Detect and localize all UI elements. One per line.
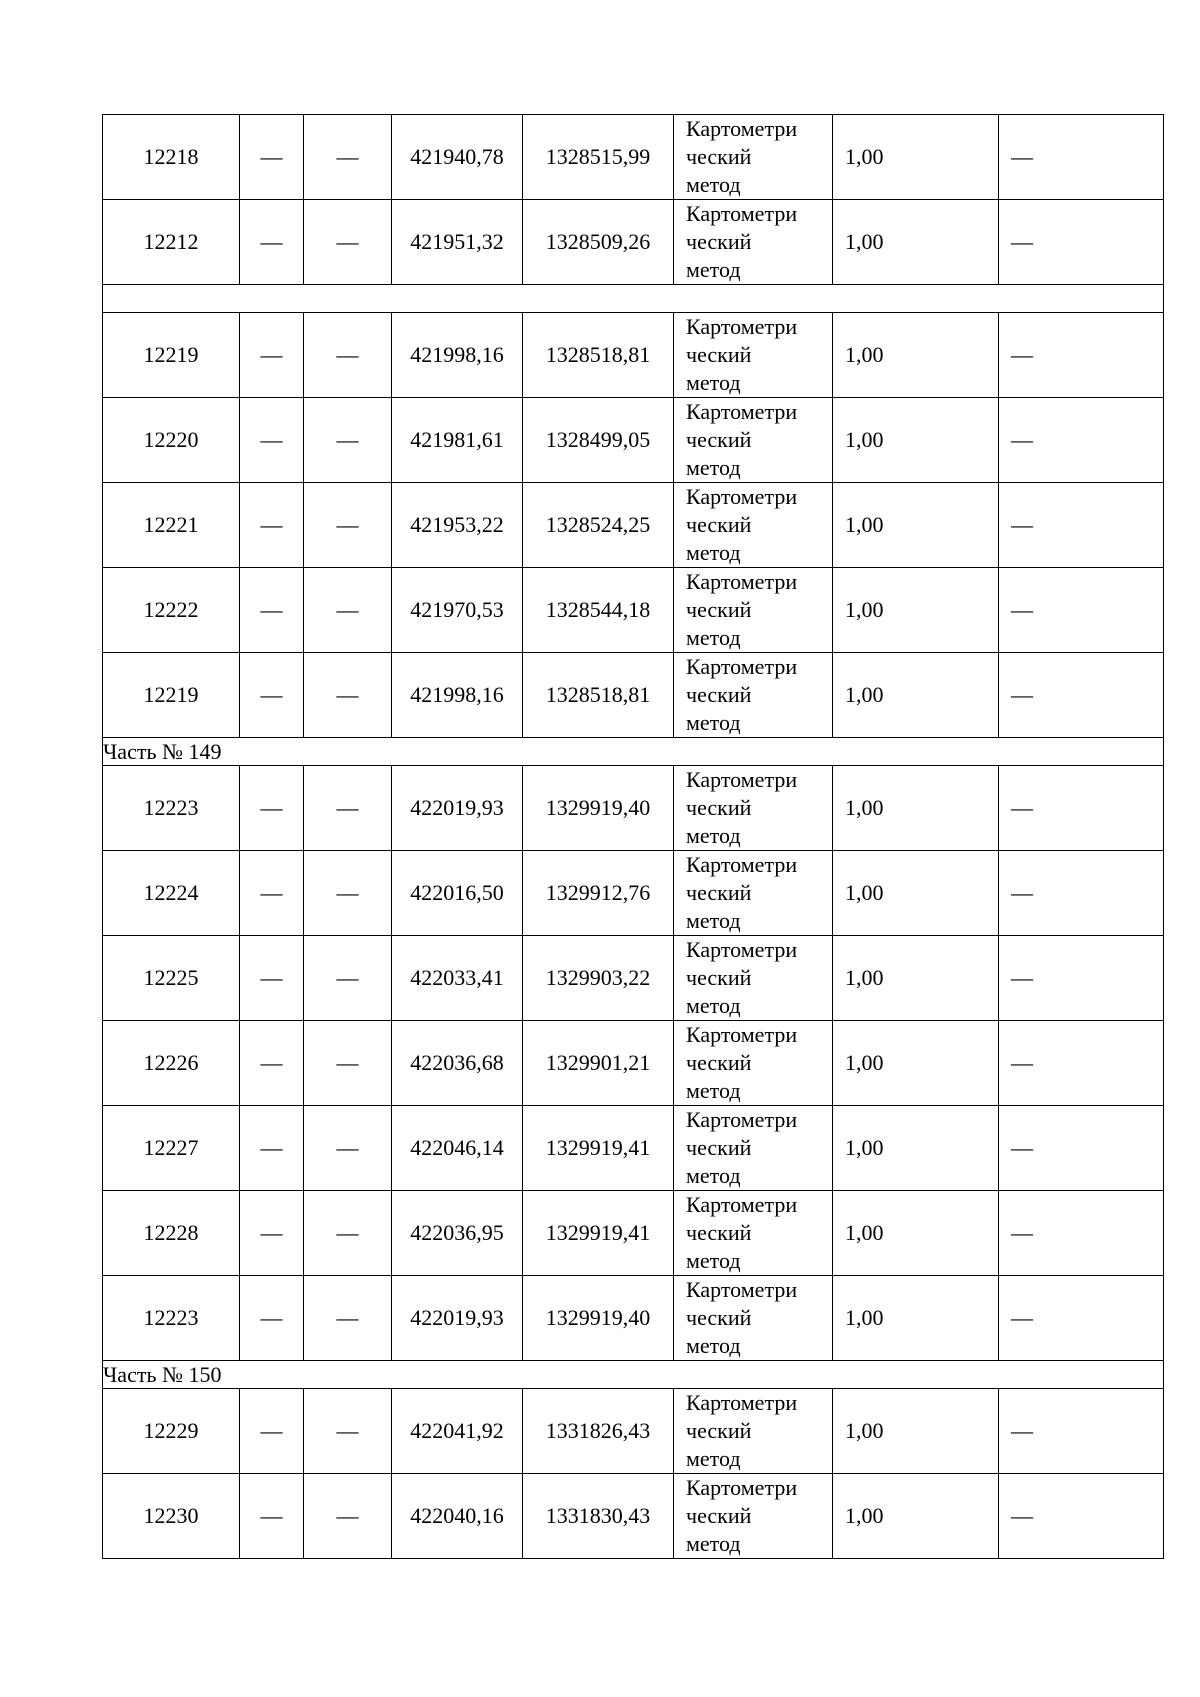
- method-line: ческий: [686, 144, 752, 169]
- method-line: ческий: [686, 1418, 752, 1443]
- accuracy-cell: 1,00: [833, 568, 999, 653]
- point-number-cell: 12219: [103, 313, 240, 398]
- x-coordinate-cell: 422019,93: [392, 766, 523, 851]
- x-coordinate-cell: 422019,93: [392, 1276, 523, 1361]
- table-row: [103, 568, 1164, 653]
- accuracy-cell: 1,00: [833, 1021, 999, 1106]
- accuracy-cell: 1,00: [833, 200, 999, 285]
- table-body: [103, 115, 1164, 1559]
- table-row: [103, 200, 1164, 285]
- method-cell: [674, 936, 833, 1021]
- method-line: ческий: [686, 597, 752, 622]
- empty-value-cell: —: [240, 483, 304, 568]
- method-line: Картометри: [686, 937, 798, 962]
- point-number-cell: 12220: [103, 398, 240, 483]
- method-line: метод: [686, 710, 741, 735]
- method-line: метод: [686, 1446, 741, 1471]
- accuracy-cell: 1,00: [833, 483, 999, 568]
- y-coordinate-cell: 1329912,76: [523, 851, 674, 936]
- empty-value-cell: —: [304, 1191, 392, 1276]
- empty-value-cell: —: [304, 483, 392, 568]
- y-coordinate-cell: 1329901,21: [523, 1021, 674, 1106]
- table-row: [103, 398, 1164, 483]
- method-line: ческий: [686, 880, 752, 905]
- table-row: [103, 653, 1164, 738]
- empty-value-cell: —: [240, 1474, 304, 1559]
- method-line: Картометри: [686, 1192, 798, 1217]
- empty-value-cell: —: [240, 851, 304, 936]
- empty-value-cell: —: [304, 766, 392, 851]
- description-cell: —: [999, 851, 1164, 936]
- y-coordinate-cell: 1329919,41: [523, 1106, 674, 1191]
- description-cell: —: [999, 1474, 1164, 1559]
- description-cell: —: [999, 1021, 1164, 1106]
- x-coordinate-cell: 422036,68: [392, 1021, 523, 1106]
- method-line: Картометри: [686, 1390, 798, 1415]
- method-line: Картометри: [686, 116, 798, 141]
- table-row: [103, 483, 1164, 568]
- method-line: ческий: [686, 795, 752, 820]
- empty-value-cell: —: [240, 115, 304, 200]
- method-line: метод: [686, 1333, 741, 1358]
- y-coordinate-cell: 1328518,81: [523, 653, 674, 738]
- point-number-cell: 12219: [103, 653, 240, 738]
- method-line: ческий: [686, 512, 752, 537]
- point-number-cell: 12224: [103, 851, 240, 936]
- method-cell: [674, 115, 833, 200]
- description-cell: —: [999, 115, 1164, 200]
- empty-value-cell: —: [240, 1276, 304, 1361]
- table-row: [103, 115, 1164, 200]
- section-header-row: [103, 1361, 1164, 1389]
- method-line: ческий: [686, 427, 752, 452]
- method-cell: [674, 766, 833, 851]
- accuracy-cell: 1,00: [833, 1191, 999, 1276]
- point-number-cell: 12228: [103, 1191, 240, 1276]
- method-cell: [674, 1474, 833, 1559]
- table-row: [103, 1276, 1164, 1361]
- method-line: метод: [686, 1248, 741, 1273]
- empty-value-cell: —: [240, 766, 304, 851]
- method-line: Картометри: [686, 852, 798, 877]
- method-line: метод: [686, 1078, 741, 1103]
- method-line: ческий: [686, 229, 752, 254]
- empty-value-cell: —: [304, 1474, 392, 1559]
- empty-value-cell: —: [240, 398, 304, 483]
- accuracy-cell: 1,00: [833, 766, 999, 851]
- method-line: метод: [686, 993, 741, 1018]
- method-line: Картометри: [686, 314, 798, 339]
- empty-value-cell: —: [240, 313, 304, 398]
- x-coordinate-cell: 422036,95: [392, 1191, 523, 1276]
- point-number-cell: 12223: [103, 1276, 240, 1361]
- empty-value-cell: —: [304, 1389, 392, 1474]
- accuracy-cell: 1,00: [833, 1389, 999, 1474]
- method-line: ческий: [686, 1050, 752, 1075]
- y-coordinate-cell: 1331826,43: [523, 1389, 674, 1474]
- description-cell: —: [999, 1106, 1164, 1191]
- point-number-cell: 12222: [103, 568, 240, 653]
- method-line: метод: [686, 540, 741, 565]
- y-coordinate-cell: 1329903,22: [523, 936, 674, 1021]
- method-line: ческий: [686, 682, 752, 707]
- section-label: [103, 285, 1164, 313]
- x-coordinate-cell: 421940,78: [392, 115, 523, 200]
- empty-value-cell: —: [240, 1021, 304, 1106]
- empty-value-cell: —: [304, 851, 392, 936]
- method-line: Картометри: [686, 1022, 798, 1047]
- section-label: Часть № 150: [103, 1361, 1164, 1389]
- table-row: [103, 1021, 1164, 1106]
- method-line: Картометри: [686, 654, 798, 679]
- section-header-row: [103, 285, 1164, 313]
- accuracy-cell: 1,00: [833, 1106, 999, 1191]
- method-line: Картометри: [686, 1277, 798, 1302]
- method-line: Картометри: [686, 399, 798, 424]
- method-line: Картометри: [686, 201, 798, 226]
- empty-value-cell: —: [240, 1389, 304, 1474]
- method-line: ческий: [686, 1135, 752, 1160]
- method-cell: [674, 1276, 833, 1361]
- method-cell: [674, 200, 833, 285]
- empty-value-cell: —: [240, 1106, 304, 1191]
- point-number-cell: 12223: [103, 766, 240, 851]
- method-cell: [674, 483, 833, 568]
- x-coordinate-cell: 421951,32: [392, 200, 523, 285]
- y-coordinate-cell: 1328509,26: [523, 200, 674, 285]
- empty-value-cell: —: [240, 200, 304, 285]
- method-line: метод: [686, 370, 741, 395]
- y-coordinate-cell: 1329919,41: [523, 1191, 674, 1276]
- empty-value-cell: —: [304, 398, 392, 483]
- method-cell: [674, 568, 833, 653]
- x-coordinate-cell: 422046,14: [392, 1106, 523, 1191]
- table-row: [103, 1106, 1164, 1191]
- empty-value-cell: —: [240, 936, 304, 1021]
- description-cell: —: [999, 1191, 1164, 1276]
- x-coordinate-cell: 421970,53: [392, 568, 523, 653]
- accuracy-cell: 1,00: [833, 936, 999, 1021]
- y-coordinate-cell: 1328499,05: [523, 398, 674, 483]
- accuracy-cell: 1,00: [833, 851, 999, 936]
- empty-value-cell: —: [240, 653, 304, 738]
- x-coordinate-cell: 422040,16: [392, 1474, 523, 1559]
- method-line: Картометри: [686, 484, 798, 509]
- empty-value-cell: —: [304, 200, 392, 285]
- table-row: [103, 851, 1164, 936]
- method-cell: [674, 1389, 833, 1474]
- method-line: ческий: [686, 1503, 752, 1528]
- description-cell: —: [999, 936, 1164, 1021]
- y-coordinate-cell: 1329919,40: [523, 766, 674, 851]
- y-coordinate-cell: 1328515,99: [523, 115, 674, 200]
- accuracy-cell: 1,00: [833, 653, 999, 738]
- method-line: метод: [686, 1163, 741, 1188]
- x-coordinate-cell: 422033,41: [392, 936, 523, 1021]
- x-coordinate-cell: 421981,61: [392, 398, 523, 483]
- method-line: метод: [686, 625, 741, 650]
- table-row: [103, 766, 1164, 851]
- table-row: [103, 1191, 1164, 1276]
- y-coordinate-cell: 1328518,81: [523, 313, 674, 398]
- point-number-cell: 12230: [103, 1474, 240, 1559]
- accuracy-cell: 1,00: [833, 398, 999, 483]
- description-cell: —: [999, 483, 1164, 568]
- point-number-cell: 12225: [103, 936, 240, 1021]
- method-line: метод: [686, 257, 741, 282]
- empty-value-cell: —: [240, 568, 304, 653]
- method-line: ческий: [686, 965, 752, 990]
- table-row: [103, 1474, 1164, 1559]
- y-coordinate-cell: 1328524,25: [523, 483, 674, 568]
- description-cell: —: [999, 653, 1164, 738]
- method-line: метод: [686, 908, 741, 933]
- description-cell: —: [999, 313, 1164, 398]
- x-coordinate-cell: 422016,50: [392, 851, 523, 936]
- y-coordinate-cell: 1328544,18: [523, 568, 674, 653]
- point-number-cell: 12227: [103, 1106, 240, 1191]
- y-coordinate-cell: 1329919,40: [523, 1276, 674, 1361]
- method-line: Картометри: [686, 1475, 798, 1500]
- method-line: ческий: [686, 1220, 752, 1245]
- description-cell: —: [999, 398, 1164, 483]
- empty-value-cell: —: [304, 1276, 392, 1361]
- table-row: [103, 936, 1164, 1021]
- description-cell: —: [999, 1389, 1164, 1474]
- point-number-cell: 12218: [103, 115, 240, 200]
- method-line: метод: [686, 1531, 741, 1556]
- method-line: метод: [686, 172, 741, 197]
- method-line: метод: [686, 823, 741, 848]
- section-label: Часть № 149: [103, 738, 1164, 766]
- accuracy-cell: 1,00: [833, 1474, 999, 1559]
- method-line: Картометри: [686, 569, 798, 594]
- x-coordinate-cell: 421998,16: [392, 313, 523, 398]
- point-number-cell: 12229: [103, 1389, 240, 1474]
- description-cell: —: [999, 200, 1164, 285]
- x-coordinate-cell: 421953,22: [392, 483, 523, 568]
- x-coordinate-cell: 422041,92: [392, 1389, 523, 1474]
- point-number-cell: 12212: [103, 200, 240, 285]
- method-cell: [674, 851, 833, 936]
- section-header-row: [103, 738, 1164, 766]
- method-cell: [674, 1106, 833, 1191]
- point-number-cell: 12226: [103, 1021, 240, 1106]
- table-row: [103, 313, 1164, 398]
- x-coordinate-cell: 421998,16: [392, 653, 523, 738]
- empty-value-cell: —: [304, 1021, 392, 1106]
- method-line: Картометри: [686, 1107, 798, 1132]
- accuracy-cell: 1,00: [833, 115, 999, 200]
- empty-value-cell: —: [304, 936, 392, 1021]
- method-cell: [674, 1191, 833, 1276]
- method-line: метод: [686, 455, 741, 480]
- accuracy-cell: 1,00: [833, 1276, 999, 1361]
- empty-value-cell: —: [304, 653, 392, 738]
- empty-value-cell: —: [304, 115, 392, 200]
- method-cell: [674, 398, 833, 483]
- coordinates-table: [102, 114, 1164, 1559]
- method-cell: [674, 1021, 833, 1106]
- method-line: ческий: [686, 342, 752, 367]
- empty-value-cell: —: [240, 1191, 304, 1276]
- y-coordinate-cell: 1331830,43: [523, 1474, 674, 1559]
- empty-value-cell: —: [304, 1106, 392, 1191]
- point-number-cell: 12221: [103, 483, 240, 568]
- method-cell: [674, 313, 833, 398]
- table-row: [103, 1389, 1164, 1474]
- description-cell: —: [999, 568, 1164, 653]
- method-line: Картометри: [686, 767, 798, 792]
- method-line: ческий: [686, 1305, 752, 1330]
- empty-value-cell: —: [304, 313, 392, 398]
- accuracy-cell: 1,00: [833, 313, 999, 398]
- empty-value-cell: —: [304, 568, 392, 653]
- description-cell: —: [999, 766, 1164, 851]
- description-cell: —: [999, 1276, 1164, 1361]
- method-cell: [674, 653, 833, 738]
